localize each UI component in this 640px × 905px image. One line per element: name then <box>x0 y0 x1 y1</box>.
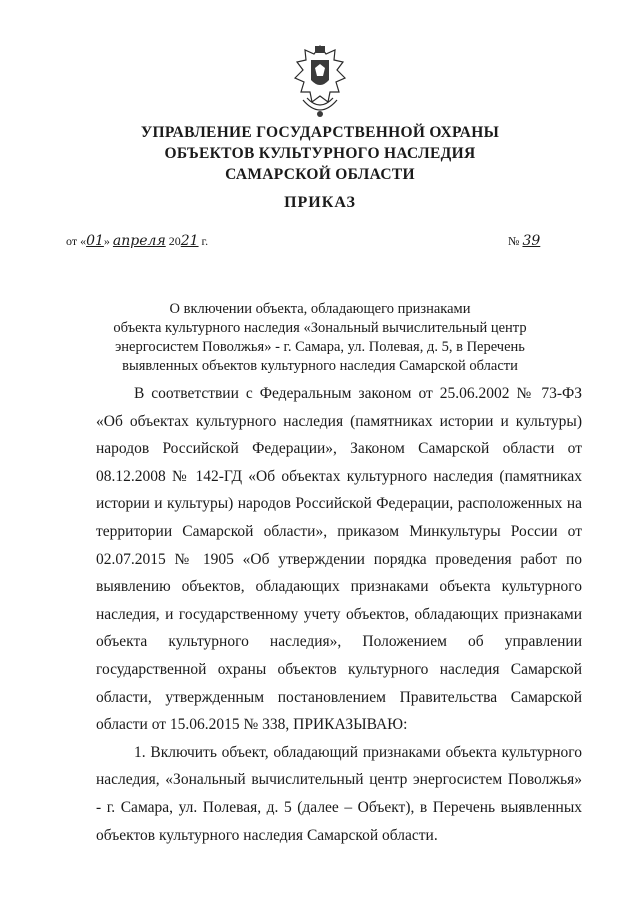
body-paragraph: В соответствии с Федеральным законом от 25.06.2002 № 73-ФЗ «Об объектах культурного наследия (памятниках истории и культуры) народов Российской Федерации», Законом Самарской области от 08.12.2008 № 142-ГД «Об объектах культурного наследия (памятниках истории и культуры) народов Российской Федерации, расположенных на территории Самарской области», приказом Минкультуры России от 02.07.2015 № 1905 «Об утверждении порядка проведения работ по выявлению объектов, обладающих признаками объекта культурного наследия, и государственному учету объектов, обладающих признаками объекта культурного наследия», Положением об управлении государственной охраны объектов культурного наследия Самарской области, утвержденным постановлением Правительства Самарской области от 15.06.2015 № 338, ПРИКАЗЫВАЮ: <box>96 385 582 734</box>
samara-coat-of-arms-icon <box>285 40 355 124</box>
org-line: УПРАВЛЕНИЕ ГОСУДАРСТВЕННОЙ ОХРАНЫ <box>140 124 500 141</box>
body-paragraph: 1. Включить объект, обладающий признаками объекта культурного наследия, «Зональный вычислительный центр энергосистем Поволжья» - г. Самара, ул. Полевая, д. 5 (далее – Объект), в Перечень выявленных объектов культурного наследия Самарской области. <box>96 743 582 844</box>
order-date <box>66 233 208 249</box>
date-day: 01 <box>86 233 104 249</box>
number-prefix: № <box>508 234 523 248</box>
organization-name <box>0 122 640 185</box>
date-suffix: г. <box>198 234 209 248</box>
date-month: апреля <box>112 233 166 249</box>
date-prefix: от « <box>66 234 87 248</box>
order-number <box>508 233 540 249</box>
subject-line: энергосистем Поволжья» - г. Самара, ул. Полевая, д. 5, в Перечень <box>115 339 525 355</box>
number-value: 39 <box>522 233 541 249</box>
order-body <box>96 380 582 849</box>
date-year-suffix: 21 <box>180 233 199 249</box>
org-line: САМАРСКОЙ ОБЛАСТИ <box>225 166 415 183</box>
order-subject <box>0 300 640 376</box>
subject-line: выявленных объектов культурного наследия Самарской области <box>122 358 518 374</box>
subject-line: О включении объекта, обладающего признаками <box>169 301 471 317</box>
date-year-prefix: 20 <box>165 234 181 248</box>
subject-line: объекта культурного наследия «Зональный вычислительный центр <box>113 320 527 336</box>
document-title: ПРИКАЗ <box>284 194 356 211</box>
org-line: ОБЪЕКТОВ КУЛЬТУРНОГО НАСЛЕДИЯ <box>164 145 476 162</box>
date-mid: » <box>103 234 113 248</box>
